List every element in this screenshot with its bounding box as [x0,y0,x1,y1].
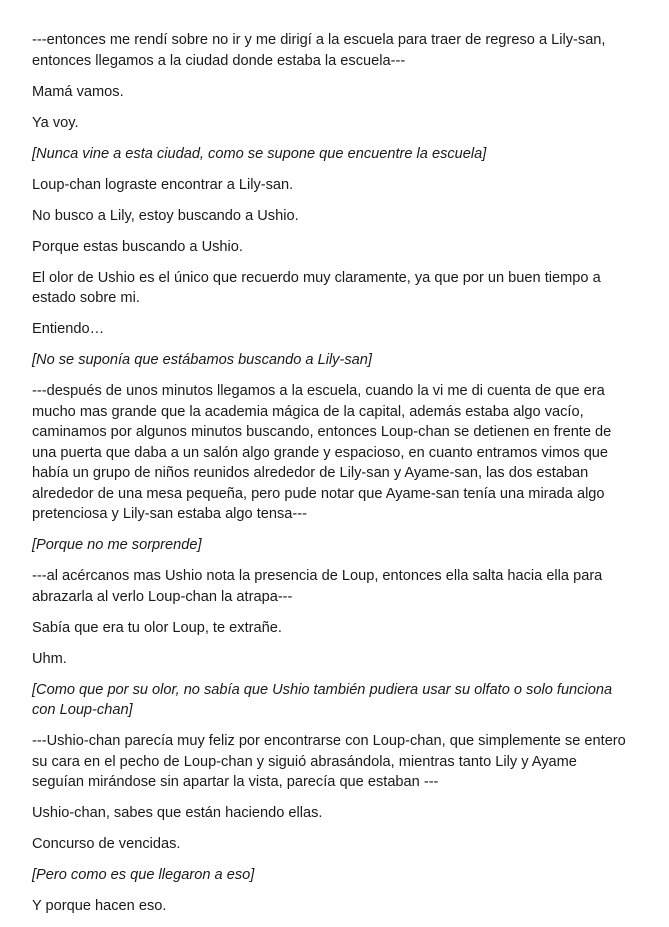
paragraph-dialogue: Entiendo… [32,321,105,337]
paragraph-dialogue: No busco a Lily, estoy buscando a Ushio. [32,207,299,224]
paragraph-thought: [Como que por su olor, no sabía que Ushio también pudiera usar su olfato o solo funciona con Loup-chan] [32,681,613,718]
paragraph-dialogue: Porque estas buscando a Ushio. [32,238,243,255]
paragraph-thought: [No se suponía que estábamos buscando a Lily-san] [32,352,372,368]
paragraph-dialogue: El olor de Ushio es el único que recuerdo muy claramente, ya que por un buen tiempo a estado sobre mi. [32,269,601,306]
paragraph-dialogue: Uhm. [32,650,67,667]
paragraph-dialogue: Loup-chan lograste encontrar a Lily-san. [32,176,294,193]
paragraph-dialogue: Mamá vamos. [32,83,124,100]
paragraph-narration-arrival: ---entonces me rendí sobre no ir y me dirigí a la escuela para traer de regreso a Lily-san, entonces llegamos a la ciudad donde estaba la escuela--- [32,32,606,69]
paragraph-narration-school: ---después de unos minutos llegamos a la escuela, cuando la vi me di cuenta de que era mucho mas grande que la academia mágica de la capital, además estaba algo vacío, caminamos por algunos minutos buscando, entonces Loup-chan se detienen en frente de una puerta que daba a un salón algo grande y espacioso, en cuanto entramos vimos que había un grupo de niños reunidos alrededor de Lily-san y Ayame-san, las dos estaban alrededor de una mesa pequeña, pero pude notar que Ayame-san tenía una mirada algo pretenciosa y Lily-san estaba algo tensa--- [32,383,612,522]
paragraph-dialogue: Sabía que era tu olor Loup, te extrañe. [32,619,282,636]
paragraph-thought: [Porque no me sorprende] [32,537,202,553]
paragraph-thought: [Pero como es que llegaron a eso] [32,867,255,883]
paragraph-dialogue: Y porque hacen eso. [32,898,167,914]
document-body [32,30,632,927]
paragraph-dialogue: Ya voy. [32,114,79,131]
paragraph-narration-ushio: ---al acércanos mas Ushio nota la presencia de Loup, entonces ella salta hacia ella para abrazarla al verlo Loup-chan la atrapa--- [32,568,603,605]
paragraph-dialogue: Ushio-chan, sabes que están haciendo ellas. [32,805,323,821]
paragraph-thought: [Nunca vine a esta ciudad, como se supone que encuentre la escuela] [32,145,487,162]
paragraph-dialogue: Concurso de vencidas. [32,836,181,852]
paragraph-narration-hug: ---Ushio-chan parecía muy feliz por encontrarse con Loup-chan, que simplemente se entero su cara en el pecho de Loup-chan y siguió abrasándola, mientras tanto Lily y Ayame seguían mirándose sin apartar la vista, parecía que estaban --- [32,733,626,790]
